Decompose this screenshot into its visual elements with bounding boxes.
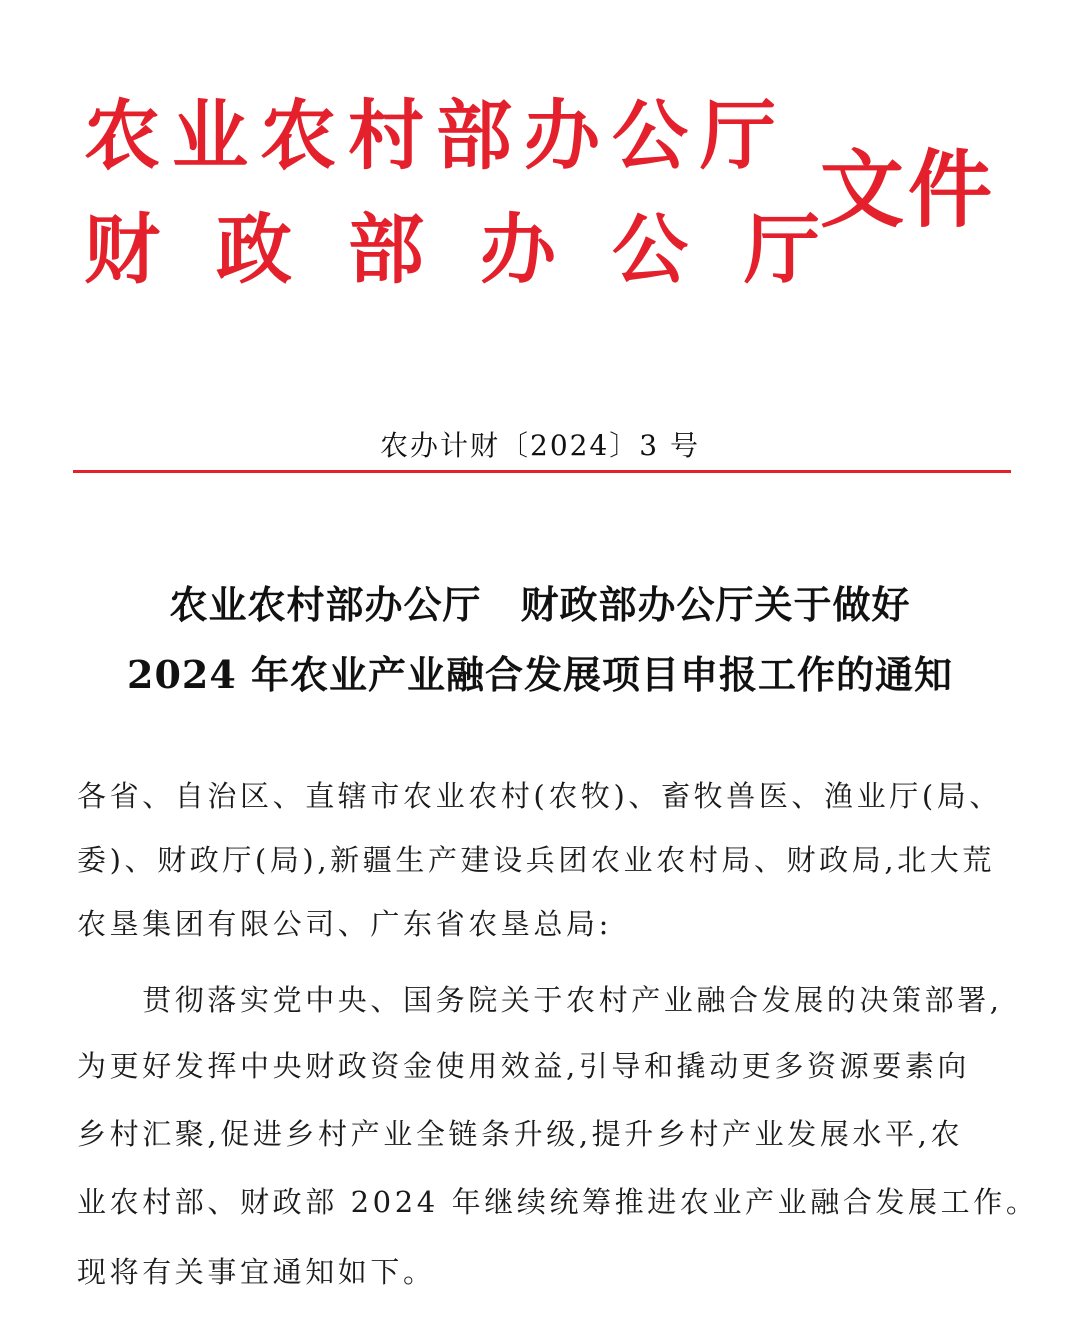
document-type-label: 文件 [820,140,997,239]
body-line: 现将有关事宜通知如下。 [77,1255,436,1289]
issuer-line-1: 农业农村部办公厅 [84,91,788,180]
issuer-line-2: 财政部办公厅 [84,205,876,294]
body-line: 委)、财政厅(局),新疆生产建设兵团农业农村局、财政局,北大荒 [77,843,995,877]
body-line: 各省、自治区、直辖市农业农村(农牧)、畜牧兽医、渔业厅(局、 [77,779,1002,813]
body-line: 为更好发挥中央财政资金使用效益,引导和撬动更多资源要素向 [77,1049,971,1083]
red-divider-line [73,470,1011,473]
document-title-line-2: 2024 年农业产业融合发展项目申报工作的通知 [127,652,953,697]
body-line: 贯彻落实党中央、国务院关于农村产业融合发展的决策部署, [77,983,1003,1017]
body-line: 农垦集团有限公司、广东省农垦总局: [77,907,612,941]
document-header [0,0,1080,320]
document-number: 农办计财〔2024〕3 号 [380,429,700,462]
body-line: 业农村部、财政部 2024 年继续统筹推进农业产业融合发展工作。 [77,1185,1039,1219]
document-title-line-1: 农业农村部办公厅 财政部办公厅关于做好 [169,582,911,627]
body-line: 乡村汇聚,促进乡村产业全链条升级,提升乡村产业发展水平,农 [77,1117,964,1151]
